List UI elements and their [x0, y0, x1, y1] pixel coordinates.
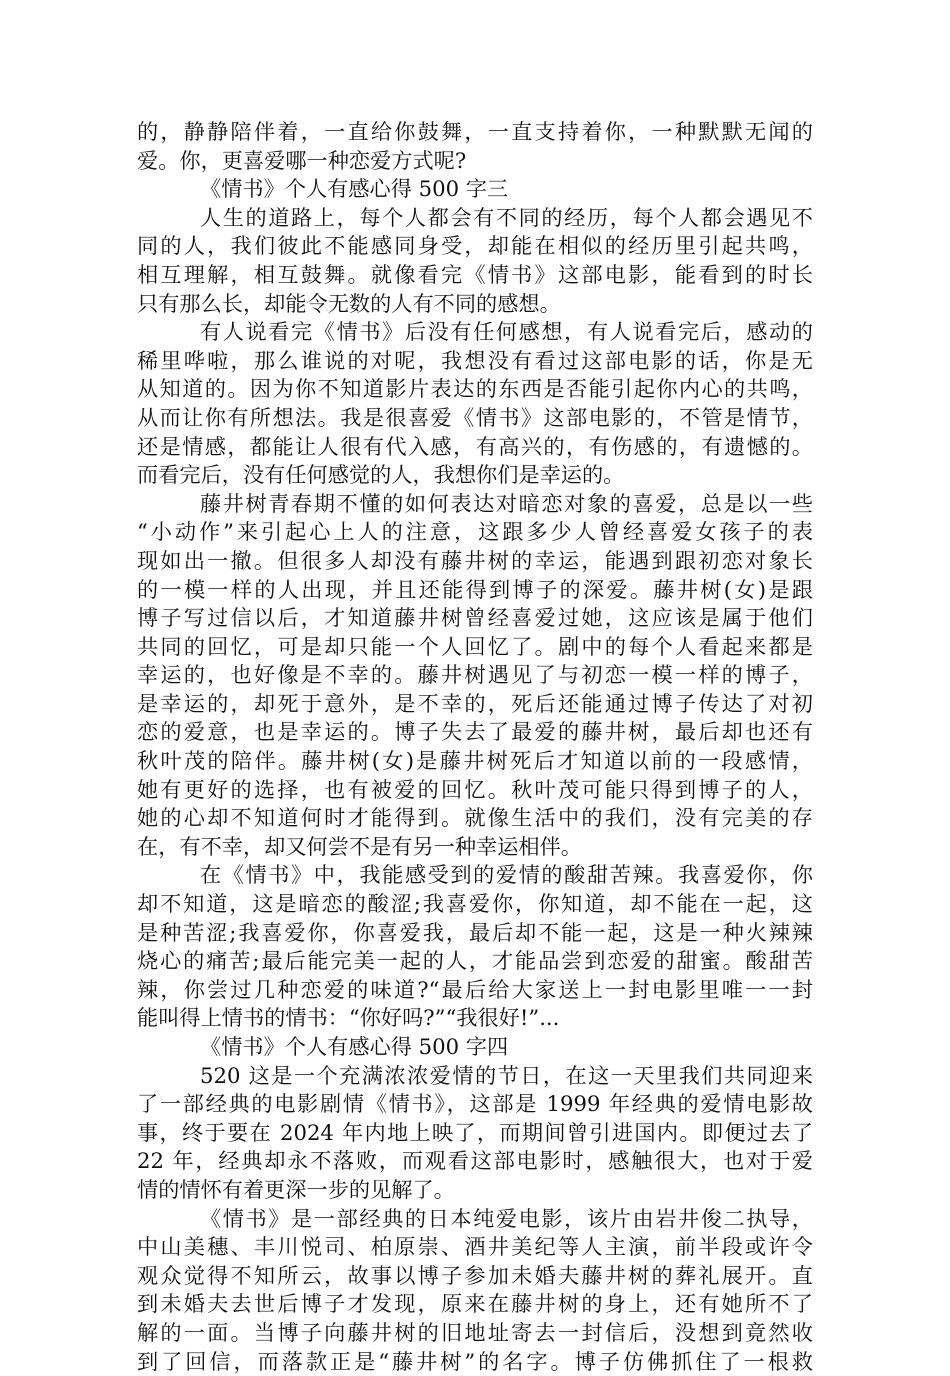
- text-line: 辣，你尝过几种恋爱的味道?“最后给大家送上一封电影里唯一一封: [137, 976, 813, 1002]
- text-line: 的，静静陪伴着，一直给你鼓舞，一直支持着你，一种默默无闻的: [137, 119, 813, 144]
- text-line: 在，有不幸，却又何尝不是有另一种幸运相伴。: [137, 833, 582, 859]
- text-line: 从而让你有所想法。我是很喜爱《情书》这部电影的，不管是情节，: [137, 404, 813, 430]
- text-line: 现如出一撤。但很多人却没有藤井树的幸运，能遇到跟初恋对象长: [137, 547, 813, 573]
- text-line: 《情书》个人有感心得 500 字四: [200, 1034, 509, 1059]
- text-line: 她的心却不知道何时才能得到。就像生活中的我们，没有完美的存: [137, 805, 813, 831]
- text-line: 幸运的，也好像是不幸的。藤井树遇见了与初恋一模一样的博子，: [137, 662, 813, 688]
- text-line: 共同的回忆，可是却只能一个人回忆了。剧中的每个人看起来都是: [137, 633, 813, 659]
- text-line: 在《情书》中，我能感受到的爱情的酸甜苦辣。我喜爱你，你: [200, 862, 813, 888]
- text-line: 她有更好的选择，也有被爱的回忆。秋叶茂可能只得到博子的人，: [137, 776, 813, 802]
- text-line: 秋叶茂的陪伴。藤井树(女)是藤井树死后才知道以前的一段感情，: [137, 748, 813, 774]
- text-line: 的一模一样的人出现，并且还能得到博子的深爱。藤井树(女)是跟: [137, 576, 813, 602]
- text-line: 《情书》是一部经典的日本纯爱电影，该片由岩井俊二执导，: [200, 1205, 813, 1231]
- text-line: 情的情怀有着更深一步的见解了。: [137, 1176, 455, 1202]
- text-line: 到未婚夫去世后博子才发现，原来在藤井树的身上，还有她所不了: [137, 1291, 813, 1317]
- text-line: 只有那么长，却能令无数的人有不同的感想。: [137, 290, 561, 316]
- document-page: [137, 118, 813, 1376]
- text-line: 是种苦涩;我喜爱你，你喜爱我，最后却不能一起，这是一种火辣辣: [137, 919, 813, 945]
- text-line: 却不知道，这是暗恋的酸涩;我喜爱你，你知道，却不能在一起，这: [137, 891, 813, 917]
- text-line: 是幸运的，却死于意外，是不幸的，死后还能通过博子传达了对初: [137, 690, 813, 716]
- text-line: 了一部经典的电影剧情《情书》，这部是 1999 年经典的爱情电影故: [137, 1091, 813, 1117]
- text-line: 从知道的。因为你不知道影片表达的东西是否能引起你内心的共鸣，: [137, 376, 813, 402]
- text-line: 22 年，经典却永不落败，而观看这部电影时，感触很大，也对于爱: [137, 1148, 813, 1174]
- text-line: 博子写过信以后，才知道藤井树曾经喜爱过她，这应该是属于他们: [137, 605, 813, 631]
- text-line: 到了回信，而落款正是“藤井树”的名字。博子仿佛抓住了一根救: [137, 1348, 813, 1374]
- text-line: “小动作”来引起心上人的注意，这跟多少人曾经喜爱女孩子的表: [137, 519, 813, 545]
- text-line: 而看完后，没有任何感觉的人，我想你们是幸运的。: [137, 462, 625, 488]
- text-line: 藤井树青春期不懂的如何表达对暗恋对象的喜爱，总是以一些: [200, 490, 813, 516]
- text-line: 中山美穗、丰川悦司、柏原崇、酒井美纪等人主演，前半段或许令: [137, 1234, 813, 1260]
- text-line: 《情书》个人有感心得 500 字三: [200, 176, 509, 202]
- text-line: 有人说看完《情书》后没有任何感想，有人说看完后，感动的: [200, 319, 813, 345]
- text-line: 事，终于要在 2024 年内地上映了，而期间曾引进国内。即便过去了: [137, 1119, 813, 1145]
- text-line: 观众觉得不知所云，故事以博子参加未婚夫藤井树的葬礼展开。直: [137, 1262, 813, 1288]
- text-line: 能叫得上情书的情书：“你好吗?”“我很好!”...: [137, 1005, 560, 1031]
- text-line: 同的人，我们彼此不能感同身受，却能在相似的经历里引起共鸣，: [137, 233, 813, 259]
- text-line: 恋的爱意，也是幸运的。博子失去了最爱的藤井树，最后却也还有: [137, 719, 813, 745]
- text-line: 相互理解，相互鼓舞。就像看完《情书》这部电影，能看到的时长: [137, 261, 813, 287]
- text-line: 烧心的痛苦;最后能完美一起的人，才能品尝到恋爱的甜蜜。酸甜苦: [137, 948, 813, 974]
- text-line: 人生的道路上，每个人都会有不同的经历，每个人都会遇见不: [200, 204, 813, 230]
- text-line: 还是情感，都能让人很有代入感，有高兴的，有伤感的，有遗憾的。: [137, 433, 813, 459]
- text-line: 爱。你，更喜爱哪一种恋爱方式呢?: [137, 147, 467, 173]
- text-line: 解的一面。当博子向藤井树的旧地址寄去一封信后，没想到竟然收: [137, 1319, 813, 1345]
- text-line: 520 这是一个充满浓浓爱情的节日，在这一天里我们共同迎来: [200, 1062, 813, 1088]
- text-line: 稀里哗啦，那么谁说的对呢，我想没有看过这部电影的话，你是无: [137, 347, 813, 373]
